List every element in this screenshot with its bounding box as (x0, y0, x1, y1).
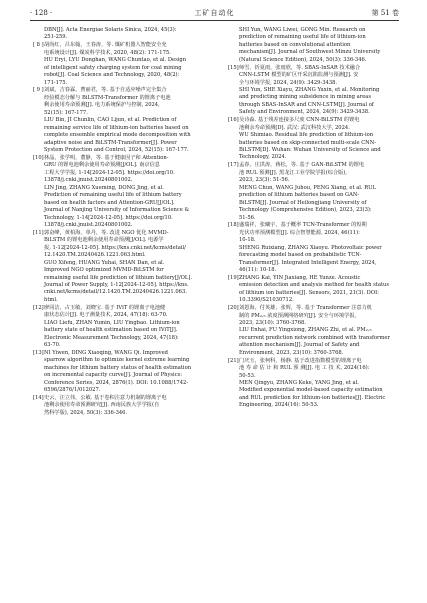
reference-line: 池剩余寿命预测[D]. 武汉: 武汉科技大学, 2024. (239, 124, 350, 131)
reference-column-left (33, 27, 209, 418)
reference-continuation (33, 27, 209, 42)
reference-first-line (228, 275, 404, 282)
reference-line: BiLSTM[J]. Journal of Heilongjiang University of (239, 199, 367, 206)
reference-line: 251-259. (44, 34, 68, 41)
reference-number: [12] (33, 304, 44, 311)
reference-first-line (228, 305, 404, 312)
reference-line: 工程大学学报, 1-14[2024-12-05]. https://doi.org/10. (44, 169, 175, 176)
reference-text: 郭奋峰，黄柏海，单丹，等. 改进 NGO 优化 MVMD- (44, 229, 169, 236)
reference-column-right (228, 27, 404, 410)
reference-number: [21] (228, 357, 239, 364)
reference-line: 池 RUL 预测[J]. 黑龙江工业学院学报(综合版), (239, 169, 347, 176)
reference-line: Journal of Nanjing University of Information Science & (44, 207, 190, 214)
reference-line: 光伏功率预测模型[J]. 综合智慧能源, 2024, 46(11): (239, 229, 360, 236)
reference-first-line (228, 65, 404, 72)
reference-line: 制的 PM₂.₅ 浓度预测网络研究[J]. 安全与环境学报, (239, 312, 357, 319)
reference-line: MENG Chun, WANG Juhou, PENG Xiang, et al. RUL (239, 184, 376, 191)
reference-line: attention mechanism[J]. Journal of Safety and (239, 342, 360, 349)
reference-line: 46(11): 10-18. (239, 267, 277, 274)
reference-text: 刘斌，吉春霖，曹丽君，等. 基于自适应噪声完全集合 (44, 87, 167, 94)
reference-line: LIU Enhai, FU Yingxiong, ZHANG Zhi, et al. PM₂.₅ (239, 327, 372, 334)
reference-line: Technology, 1-14[2024-12-05]. https://doi.org/10. (44, 214, 173, 221)
reference-line: machines for lithium battery status of health estimation (44, 364, 192, 371)
reference-entry (33, 305, 209, 350)
reference-line: 2023, 23(10): 3760-3768. (239, 320, 306, 327)
reference-text: ZHANG Kai, YIN Jiaxiang, HE Yunze. Acoustic (239, 274, 361, 281)
reference-entry (228, 305, 404, 357)
reference-line: and RUL prediction for lithium-ion batteries[J]. Electric (239, 394, 386, 401)
reference-entry (33, 155, 209, 230)
reference-line: through SBAS-InSAR and CNN-LSTM[J]. Journal of (239, 101, 374, 108)
reference-line: Journal of Power Supply, 1-12[2024-12-05]. https://kns. (44, 281, 189, 288)
reference-line: 池剩余使用寿命预测研究[J]. 西南民族大学学报(自 (44, 402, 160, 409)
reference-entry (33, 87, 209, 154)
reference-line: 63-70. (44, 341, 61, 348)
reference-entry (228, 275, 404, 305)
reference-line: LIAO Liefu, ZHAN Yumin, LIU Yingbao. Lithium-ion (44, 319, 180, 326)
reference-line: Conference Series, 2024, 2876(1). DOI: 10.1088/1742- (44, 379, 189, 386)
reference-text: 门庆玉，张柯科，杨静. 基于改进指数模型的锂离子电 (239, 357, 362, 364)
reference-first-line (33, 87, 209, 94)
reference-line: emission detection and analysis method for health status (239, 282, 390, 289)
reference-line: of intelligent safety charging system for coal mining (44, 64, 182, 71)
reference-line: batteries based on skip-connected multi-scale CNN- (239, 139, 377, 146)
reference-line: remaining service life of lithium-ion batteries based on (44, 124, 189, 131)
reference-entry (33, 350, 209, 395)
reference-number: [16] (228, 117, 239, 124)
reference-line: 10.3390/S21030712. (239, 297, 294, 304)
reference-line: of lithium ion batteries[J]. Sensors, 2021, 21(3). DOI: (239, 289, 379, 296)
reference-line: 池 寿 命 估 计 和 RUL 预 测[J]. 电 工 技 术, 2024(16): (239, 365, 370, 372)
reference-line: battery state of health estimation based on IViT[J]. (44, 327, 178, 334)
reference-line: 10-18. (239, 237, 256, 244)
reference-line: 剩余使用寿命预测[J]. 电力系统保护与控制, 2024, (44, 102, 160, 109)
reference-line: GRU 的锂电池剩余使用寿命预测[J/OL]. 南京信息 (44, 162, 160, 169)
reference-line: 12.1420.TM.20240426.1221.063.html. (44, 252, 146, 259)
reference-line: cnki.net/kcms/detail/12.1420.TM.20240426.1221.063. (44, 289, 187, 296)
reference-line: 51-56. (239, 214, 256, 221)
reference-line: complete ensemble empirical mode decomposition with (44, 132, 191, 139)
reference-line: adaptive noise and BiLSTM-Transformer[J]. Power (44, 139, 177, 146)
reference-line: mechanism[J]. Journal of Southwest Minzu University (239, 49, 381, 56)
reference-line: 康状态估计[J]. 电子测量技术, 2024, 47(18): 63-70. (44, 312, 168, 319)
reference-line: 50-53. (239, 372, 256, 379)
reference-line: based on health factors and Attention-GRU[J/OL]. (44, 199, 175, 206)
reference-line: Engineering, 2024(16): 50-53. (239, 402, 319, 409)
reference-line: Prediction of remaining useful life of lithium battery (44, 192, 182, 199)
reference-text: 孟春，庄洪涛，蒋松，等. 基于 GAN-BiLSTM 的锂电 (239, 162, 365, 169)
reference-line: html. (44, 296, 58, 303)
reference-line: on incremental capacity curve[J]. Journal of Physics: (44, 372, 183, 379)
reference-number: [15] (228, 64, 239, 71)
reference-text: 吴诗淼. 基于残差连接多尺度 CNN-BiLSTM 的锂电 (239, 117, 360, 124)
reference-line: WU Shimiao. Residual life prediction of lithium-ion (239, 132, 374, 139)
reference-first-line (228, 222, 404, 229)
reference-line: prediction of remaining useful life of lithium-ion (239, 34, 366, 41)
reference-entry (228, 358, 404, 410)
running-header (30, 7, 399, 21)
reference-entry (228, 117, 404, 162)
reference-text: 刘恩海，付英雄，张辉，等. 基于 Transformer 注意力机 (239, 305, 372, 312)
reference-line: Technology, 2024. (239, 154, 287, 161)
reference-line: BiLSTM[D]. Wuhan: Wuhan University of Science and (239, 147, 381, 154)
reference-line: 然科学版), 2024, 50(3): 336-346. (44, 409, 128, 416)
reference-number: [10] (33, 154, 44, 161)
reference-number: [14] (33, 394, 44, 401)
reference-line: remaining useful life prediction of lithium battery[J/OL]. (44, 274, 193, 281)
reference-line: CNN-LSTM 模型的矿区开采沉陷监测与预测[J]. 安 (239, 72, 359, 79)
reference-line: Transformer[J]. Integrated Intelligent Energy, 2024, (239, 259, 377, 266)
reference-line: GUO Xifeng, HUANG Yuhai, SHAN Dan, et al. (44, 259, 165, 266)
reference-number: [20] (228, 305, 239, 312)
reference-line: SHI Yun, WANG Liwei, GONG Min. Research on (239, 27, 366, 33)
reference-text: 盛瑞祥，张曦宇，基于概率 TCN-Transformer 的短期 (239, 222, 367, 229)
reference-text: 胡尚红，吕东翰，王春涛，等. 煤矿机器人智能安全充 (44, 42, 167, 49)
reference-number: [11] (33, 229, 44, 236)
reference-line: Environment, 2023, 23(10): 3760-3768. (239, 349, 344, 356)
reference-line: Safety and Environment, 2024, 24(9): 3429-3438. (239, 109, 370, 116)
reference-line: Technology (Comprehensive Edition), 2023, 23(3): (239, 207, 372, 214)
reference-line: 经验模态分解与 BiLSTM-Transformer 的锂离子电池 (44, 94, 171, 101)
reference-line: sparrow algorithm to optimize kernel extreme learning (44, 357, 190, 364)
reference-first-line (228, 358, 404, 365)
reference-line: 13878/j.cnki.jnuist.20240801002. (44, 221, 133, 228)
reference-entry (228, 65, 404, 117)
reference-line: batteries based on convolutional attention (239, 41, 351, 48)
reference-line: Modified exponential model-based capacity estimation (239, 387, 383, 394)
reference-text: 廖同洁，占玉敏，刘晓宝. 基于 IViT 的锂离子电池健 (44, 304, 166, 311)
page-number: · 128 · (30, 9, 53, 17)
reference-line: recurrent prediction network combined with transformer (239, 334, 390, 341)
reference-text: 林晶，张学明，董静，等. 基于健康因子和 Attention- (44, 154, 169, 161)
reference-number: [17] (228, 162, 239, 169)
reference-line: robot[J]. Coal Science and Technology, 2020, 48(2): (44, 72, 180, 79)
reference-continuation (228, 27, 404, 64)
reference-text: NI Yiwen, DING Xiaoqing, WANG Qi. Improved (44, 349, 169, 356)
reference-entry (33, 230, 209, 305)
reference-line: 全与环境学报, 2024, 24(9): 3429-3438. (239, 79, 338, 86)
reference-number: [18] (228, 222, 239, 229)
reference-line: 6596/2876/1/012027. (44, 387, 101, 394)
reference-line: (Natural Science Edition), 2024, 50(3): 336-346. (239, 56, 367, 63)
reference-line: HU Eryi, LYU Donghan, WANG Chuntao, et al. Design (44, 57, 187, 64)
reference-line: SHENG Ruixiang, ZHANG Xiaoyu. Photovoltaic power (239, 244, 382, 251)
reference-number: [19] (228, 274, 239, 281)
reference-line: Electronic Measurement Technology, 2024, 47(18): (44, 334, 179, 341)
reference-entry (228, 222, 404, 274)
reference-line: 52(15): 167-177. (44, 109, 88, 116)
journal-title: 工矿自动化 (194, 9, 235, 17)
reference-entry (33, 395, 209, 417)
reference-line: SHI Yun, SHE Xiayu, ZHANG Yuxin, et al. Monitoring (239, 87, 380, 94)
reference-line: LIN Jing, ZHANG Xueming, DONG Jing, et al. (44, 184, 164, 191)
reference-text: 史云，汪立伟，公敏. 基于卷积注意力机制的锂离子电 (44, 394, 167, 401)
reference-line: forecasting model based on probabilistic TCN- (239, 252, 362, 259)
reference-first-line (33, 42, 209, 49)
reference-line: prediction of lithium batteries based on GAN- (239, 192, 360, 199)
reference-line: DBN[J]. Acta Energiae Solaris Sinica, 2024, 45(3): (44, 27, 177, 33)
reference-line: 报, 1-12[2024-12-05]. https://kns.cnki.net/kcms/detail/ (44, 244, 186, 251)
reference-entry (33, 42, 209, 87)
reference-number: [ 8 ] (33, 42, 44, 49)
reference-first-line (33, 350, 209, 357)
reference-line: LIU Bin, JI Chunlin, CAO Lijun, et al. Prediction of (44, 117, 177, 124)
reference-line: 13878/j.cnki.jnuist.20240801002. (44, 177, 133, 184)
reference-line: 2023, 23(3): 51-56. (239, 177, 290, 184)
reference-first-line (228, 162, 404, 169)
reference-line: 电系统设计[J]. 煤炭科学技术, 2020, 48(2): 171-175. (44, 49, 171, 56)
reference-line: BiLSTM 的锂电池剩余使用寿命预测[J/OL]. 电源学 (44, 237, 164, 244)
reference-line: and predicting mining subsidence in mining areas (239, 94, 372, 101)
reference-text: 师雪，折夏雨，张雨欣，等. SBAS-InSAR 技术融合 (239, 64, 361, 71)
reference-line: Improved NGO optimized MVMD-BiLSTM for (44, 267, 164, 274)
reference-line: 171-175. (44, 79, 68, 86)
reference-line: System Protection and Control, 2024, 52(15): 167-177. (44, 147, 189, 154)
reference-entry (228, 162, 404, 222)
reference-first-line (228, 117, 404, 124)
reference-number: [ 9 ] (33, 87, 44, 94)
volume-label: 第 51 卷 (371, 9, 399, 17)
reference-line: MEN Qingyu, ZHANG Keke, YANG Jing, et al. (239, 380, 359, 387)
reference-number: [13] (33, 349, 44, 356)
